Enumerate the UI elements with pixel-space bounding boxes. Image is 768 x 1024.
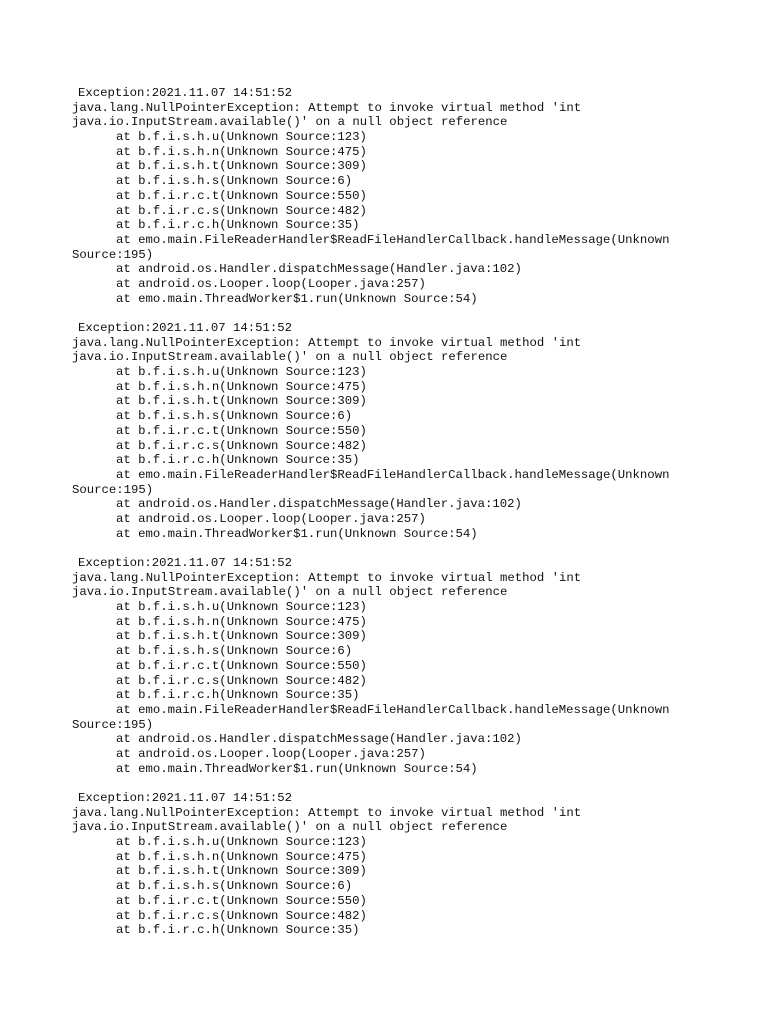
exception-log <box>72 86 732 953</box>
exception-entry <box>72 556 732 776</box>
stack-frame: at b.f.i.s.h.n(Unknown Source:475) <box>116 614 367 629</box>
stack-frame: at b.f.i.s.h.t(Unknown Source:309) <box>116 394 367 409</box>
exception-entry <box>72 321 732 541</box>
stack-frame: at emo.main.ThreadWorker$1.run(Unknown Source:54) <box>116 291 478 306</box>
exception-header: Exception:2021.11.07 14:51:52 <box>78 791 293 805</box>
exception-message-line: java.io.InputStream.available()' on a null object reference <box>72 115 508 130</box>
exception-entry <box>72 86 732 306</box>
stack-frame: at b.f.i.r.c.t(Unknown Source:550) <box>116 893 367 908</box>
exception-message-line: java.io.InputStream.available()' on a null object reference <box>72 350 508 365</box>
stack-frame: at b.f.i.r.c.s(Unknown Source:482) <box>116 673 367 688</box>
stack-frame: at b.f.i.s.h.u(Unknown Source:123) <box>116 835 367 850</box>
stack-frame: at b.f.i.s.h.t(Unknown Source:309) <box>116 159 367 174</box>
stack-frame: at b.f.i.r.c.t(Unknown Source:550) <box>116 188 367 203</box>
stack-frame: at b.f.i.r.c.s(Unknown Source:482) <box>116 908 367 923</box>
stack-frame: at emo.main.ThreadWorker$1.run(Unknown Source:54) <box>116 761 478 776</box>
exception-entry <box>72 791 732 938</box>
exception-message-line: java.lang.NullPointerException: Attempt to invoke virtual method 'int <box>72 335 582 350</box>
exception-header: Exception:2021.11.07 14:51:52 <box>78 86 293 100</box>
stack-frame: at b.f.i.s.h.s(Unknown Source:6) <box>116 174 353 189</box>
stack-frame: at b.f.i.r.c.s(Unknown Source:482) <box>116 203 367 218</box>
stack-frame: at emo.main.FileReaderHandler$ReadFileHandlerCallback.handleMessage(Unknown <box>116 232 670 247</box>
stack-frame-continuation: Source:195) <box>72 247 154 262</box>
stack-frame: at b.f.i.s.h.n(Unknown Source:475) <box>116 144 367 159</box>
exception-message-line: java.io.InputStream.available()' on a null object reference <box>72 820 508 835</box>
exception-message-line: java.io.InputStream.available()' on a null object reference <box>72 585 508 600</box>
stack-frame-continuation: Source:195) <box>72 482 154 497</box>
stack-frame: at b.f.i.s.h.s(Unknown Source:6) <box>116 409 353 424</box>
stack-frame: at b.f.i.r.c.h(Unknown Source:35) <box>116 453 360 468</box>
stack-frame: at emo.main.ThreadWorker$1.run(Unknown Source:54) <box>116 526 478 541</box>
stack-frame: at b.f.i.s.h.u(Unknown Source:123) <box>116 130 367 145</box>
stack-frame: at b.f.i.s.h.n(Unknown Source:475) <box>116 379 367 394</box>
stack-frame: at b.f.i.r.c.s(Unknown Source:482) <box>116 438 367 453</box>
exception-header: Exception:2021.11.07 14:51:52 <box>78 556 293 570</box>
stack-frame: at emo.main.FileReaderHandler$ReadFileHandlerCallback.handleMessage(Unknown <box>116 467 670 482</box>
exception-message-line: java.lang.NullPointerException: Attempt to invoke virtual method 'int <box>72 570 582 585</box>
stack-frame: at b.f.i.s.h.t(Unknown Source:309) <box>116 864 367 879</box>
exception-message-line: java.lang.NullPointerException: Attempt to invoke virtual method 'int <box>72 100 582 115</box>
stack-frame: at b.f.i.s.h.s(Unknown Source:6) <box>116 879 353 894</box>
stack-frame: at b.f.i.r.c.t(Unknown Source:550) <box>116 423 367 438</box>
stack-frame: at b.f.i.s.h.s(Unknown Source:6) <box>116 644 353 659</box>
stack-frame: at b.f.i.s.h.u(Unknown Source:123) <box>116 600 367 615</box>
exception-header: Exception:2021.11.07 14:51:52 <box>78 321 293 335</box>
stack-frame: at android.os.Handler.dispatchMessage(Handler.java:102) <box>116 497 522 512</box>
stack-frame: at android.os.Looper.loop(Looper.java:257) <box>116 511 426 526</box>
stack-frame: at emo.main.FileReaderHandler$ReadFileHandlerCallback.handleMessage(Unknown <box>116 702 670 717</box>
stack-frame: at b.f.i.s.h.n(Unknown Source:475) <box>116 849 367 864</box>
stack-frame: at b.f.i.r.c.t(Unknown Source:550) <box>116 658 367 673</box>
stack-frame: at b.f.i.s.h.u(Unknown Source:123) <box>116 365 367 380</box>
stack-frame: at b.f.i.s.h.t(Unknown Source:309) <box>116 629 367 644</box>
stack-frame: at b.f.i.r.c.h(Unknown Source:35) <box>116 218 360 233</box>
stack-frame: at b.f.i.r.c.h(Unknown Source:35) <box>116 688 360 703</box>
stack-frame: at android.os.Handler.dispatchMessage(Handler.java:102) <box>116 732 522 747</box>
stack-frame: at b.f.i.r.c.h(Unknown Source:35) <box>116 923 360 938</box>
exception-message-line: java.lang.NullPointerException: Attempt to invoke virtual method 'int <box>72 805 582 820</box>
stack-frame: at android.os.Handler.dispatchMessage(Handler.java:102) <box>116 262 522 277</box>
stack-frame-continuation: Source:195) <box>72 717 154 732</box>
stack-frame: at android.os.Looper.loop(Looper.java:257) <box>116 746 426 761</box>
stack-frame: at android.os.Looper.loop(Looper.java:257) <box>116 276 426 291</box>
